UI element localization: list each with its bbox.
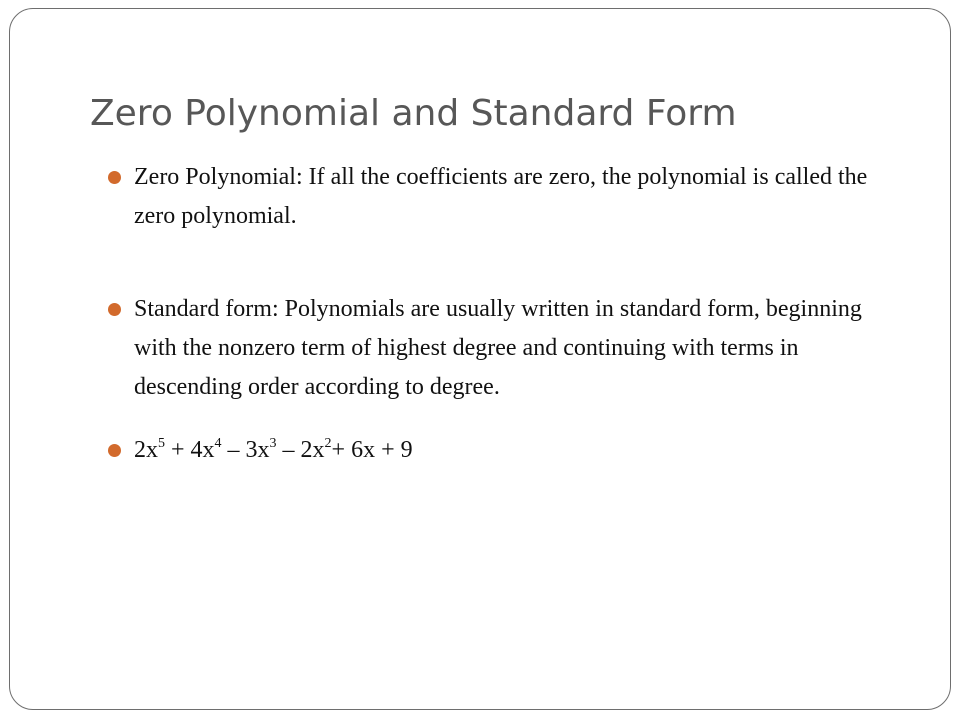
bullet-dot-icon — [108, 303, 121, 316]
slide-title: Zero Polynomial and Standard Form — [90, 93, 737, 134]
polynomial-expression — [134, 437, 413, 463]
bullet-dot-icon — [108, 444, 121, 457]
bullet-text: Standard form: Polynomials are usually written in standard form, beginning with the nonzero term of highest degree and continuing with terms in descending order according to degree. — [134, 296, 862, 400]
term-coefficient: + 4x — [165, 437, 215, 463]
term-exponent: 2 — [324, 436, 332, 451]
term-coefficient: – 3x — [221, 437, 270, 463]
slide-body — [108, 158, 908, 470]
term-coefficient: – 2x — [276, 437, 325, 463]
expression-rest: + 6x + 9 — [331, 437, 413, 463]
term-exponent: 4 — [214, 436, 222, 451]
term-exponent: 5 — [158, 436, 165, 451]
bullet-polynomial-example — [108, 431, 908, 470]
term-coefficient: 2x — [134, 437, 158, 463]
bullet-dot-icon — [108, 171, 121, 184]
bullet-text: Zero Polynomial: If all the coefficients are zero, the polynomial is called the zero polynomial. — [134, 164, 868, 229]
bullet-zero-polynomial — [108, 158, 908, 236]
term-exponent: 3 — [269, 436, 277, 451]
bullet-standard-form — [108, 290, 908, 407]
